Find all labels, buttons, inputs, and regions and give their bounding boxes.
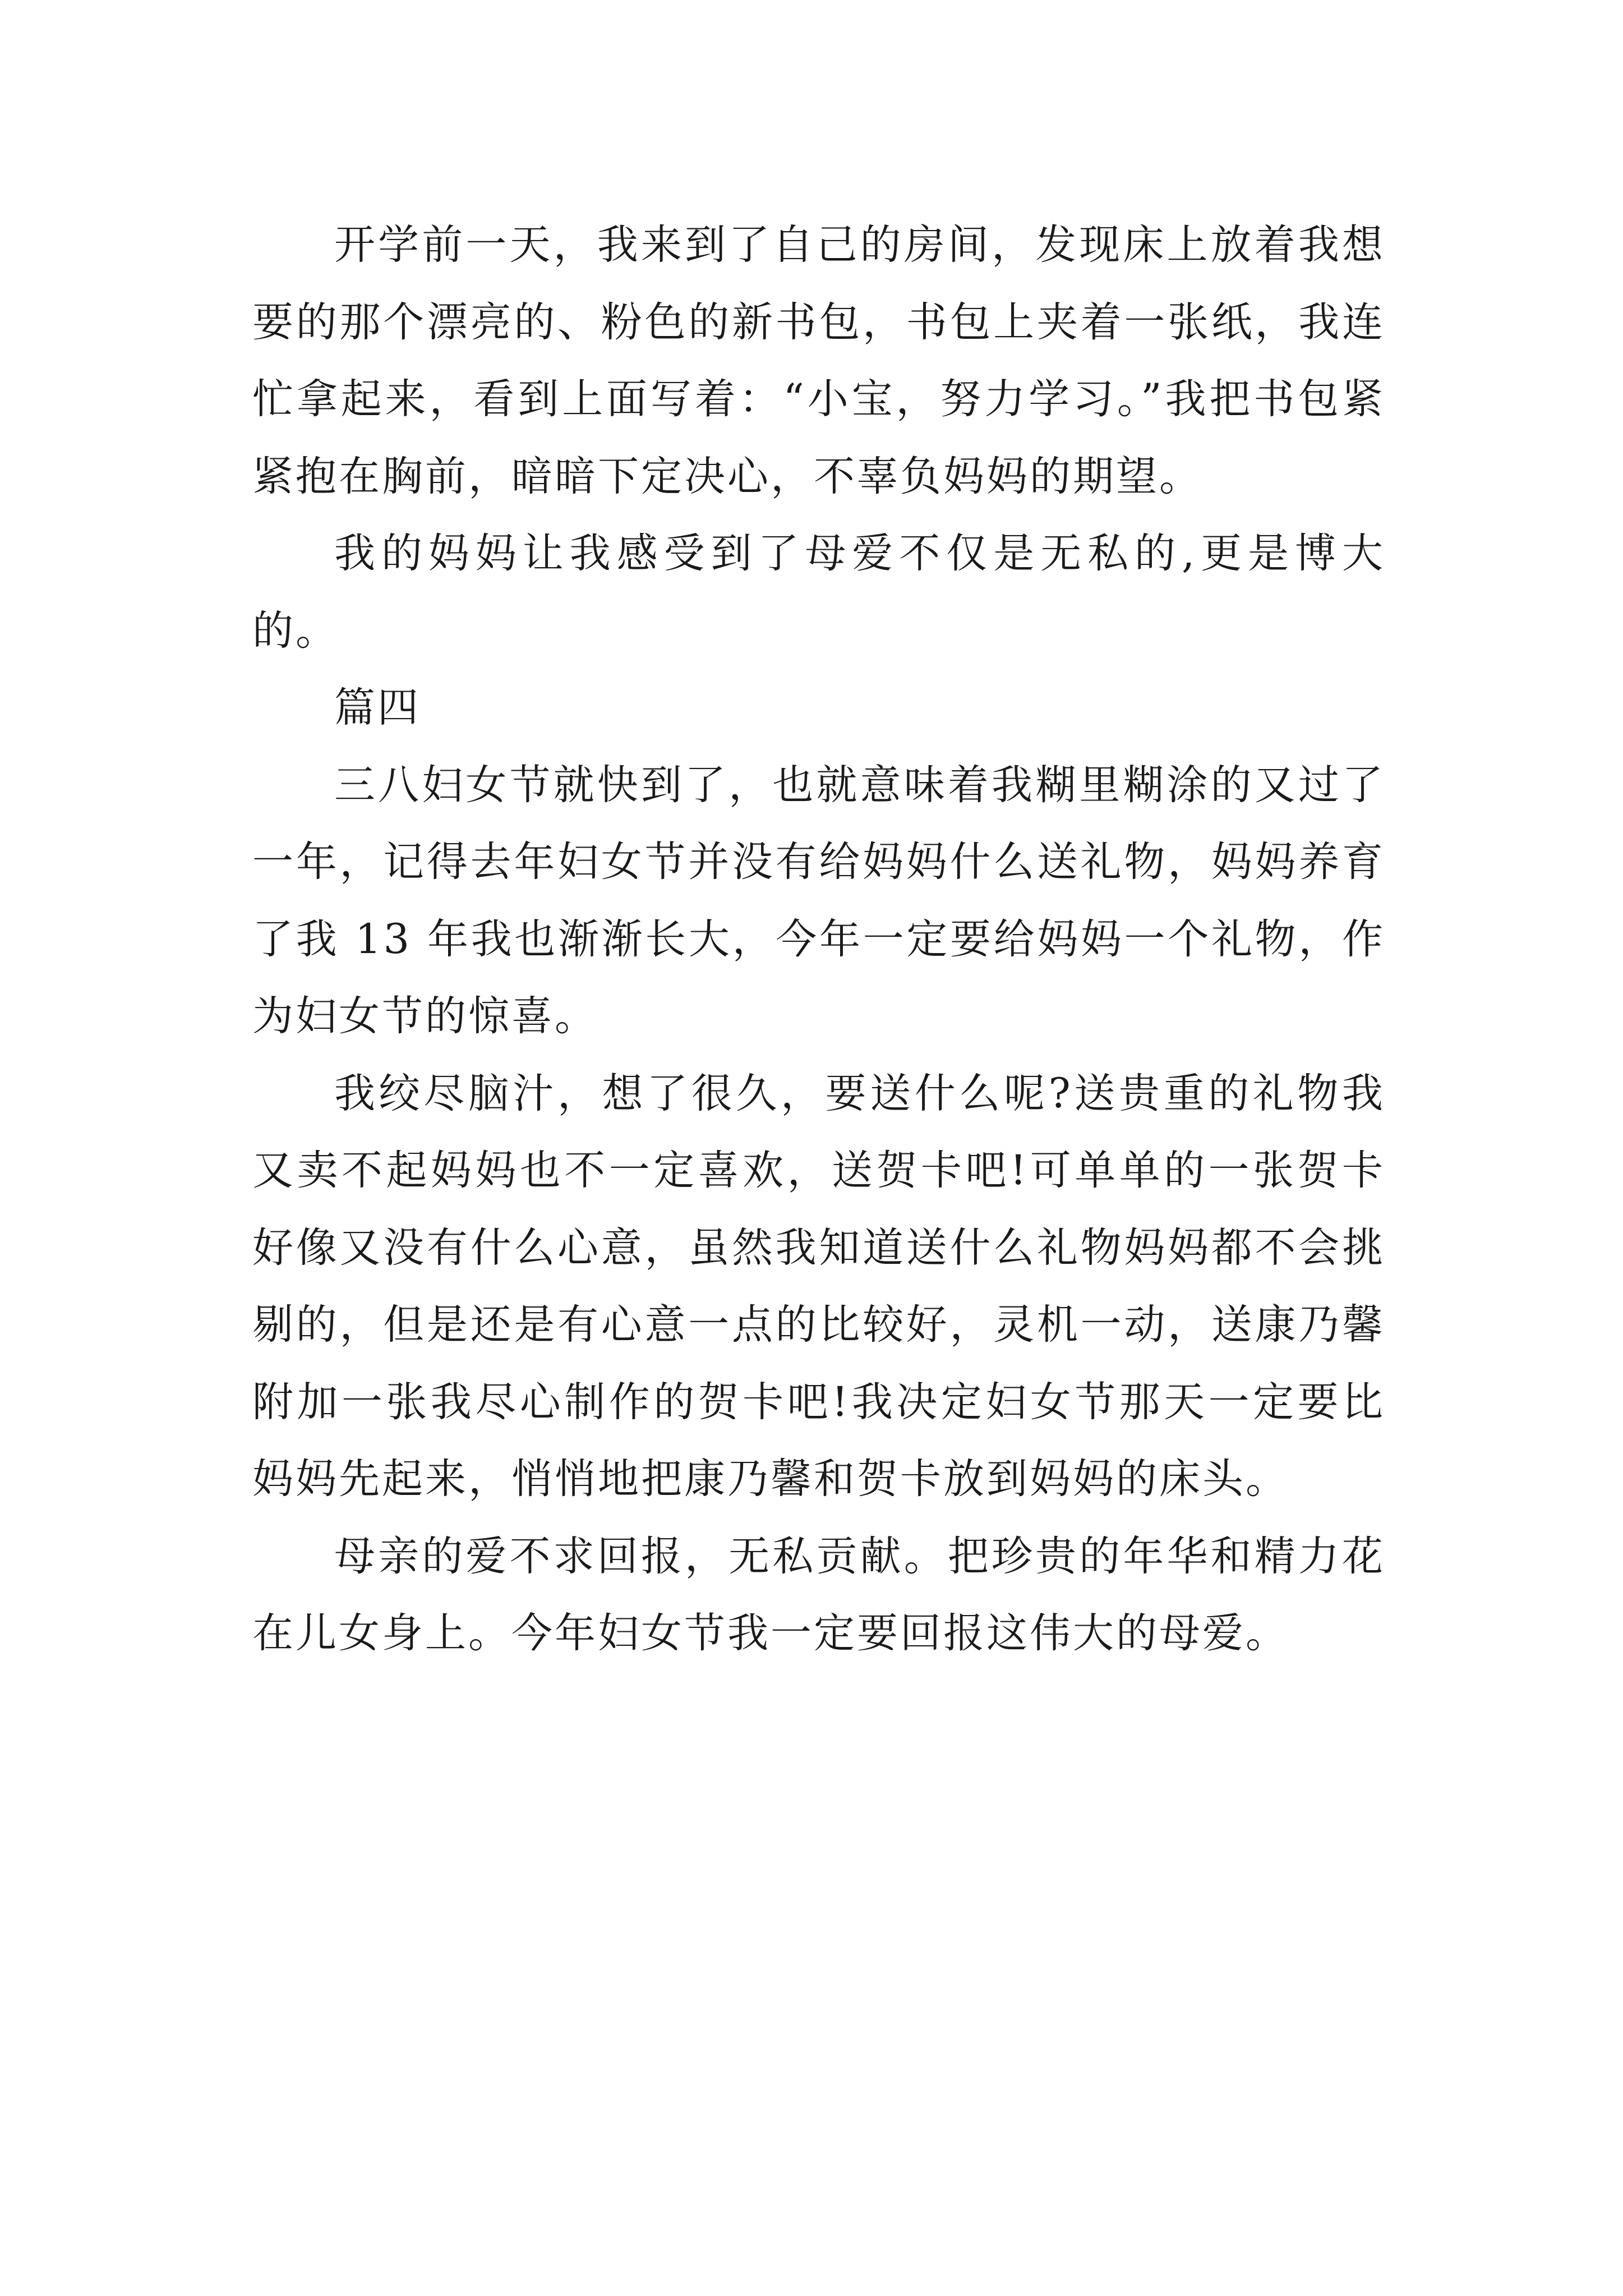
paragraph-gift-idea: 我绞尽脑汁，想了很久，要送什么呢?送贵重的礼物我又卖不起妈妈也不一定喜欢，送贺卡吧!可单单的一张贺卡好像又没有什么心意，虽然我知道送什么礼物妈妈都不会挑剔的，但是还是有心意一点的比较好，灵机一动，送康乃馨附加一张我尽心制作的贺卡吧!我决定妇女节那天一定要比妈妈先起来，悄悄地把康乃馨和贺卡放到妈妈的床头。	[252, 1069, 1385, 1503]
paragraph-new-schoolbag: 开学前一天，我来到了自己的房间，发现床上放着我想要的那个漂亮的、粉色的新书包，书包上夹着一张纸，我连忙拿起来，看到上面写着：“小宝，努力学习。”我把书包紧紧抱在胸前，暗暗下定决心，不辜负妈妈的期望。	[252, 221, 1385, 500]
document-body	[252, 206, 1385, 1672]
section-heading: 篇四	[334, 684, 421, 731]
paragraph-mother-love: 我的妈妈让我感受到了母爱不仅是无私的,更是博大的。	[252, 530, 1385, 655]
paragraph-womens-day-intro: 三八妇女节就快到了，也就意味着我糊里糊涂的又过了一年，记得去年妇女节并没有给妈妈什么送礼物，妈妈养育了我 13 年我也渐渐长大，今年一定要给妈妈一个礼物，作为妇女节的惊喜。	[252, 761, 1385, 1040]
paragraph-conclusion: 母亲的爱不求回报，无私贡献。把珍贵的年华和精力花在儿女身上。今年妇女节我一定要回报这伟大的母爱。	[252, 1532, 1385, 1657]
